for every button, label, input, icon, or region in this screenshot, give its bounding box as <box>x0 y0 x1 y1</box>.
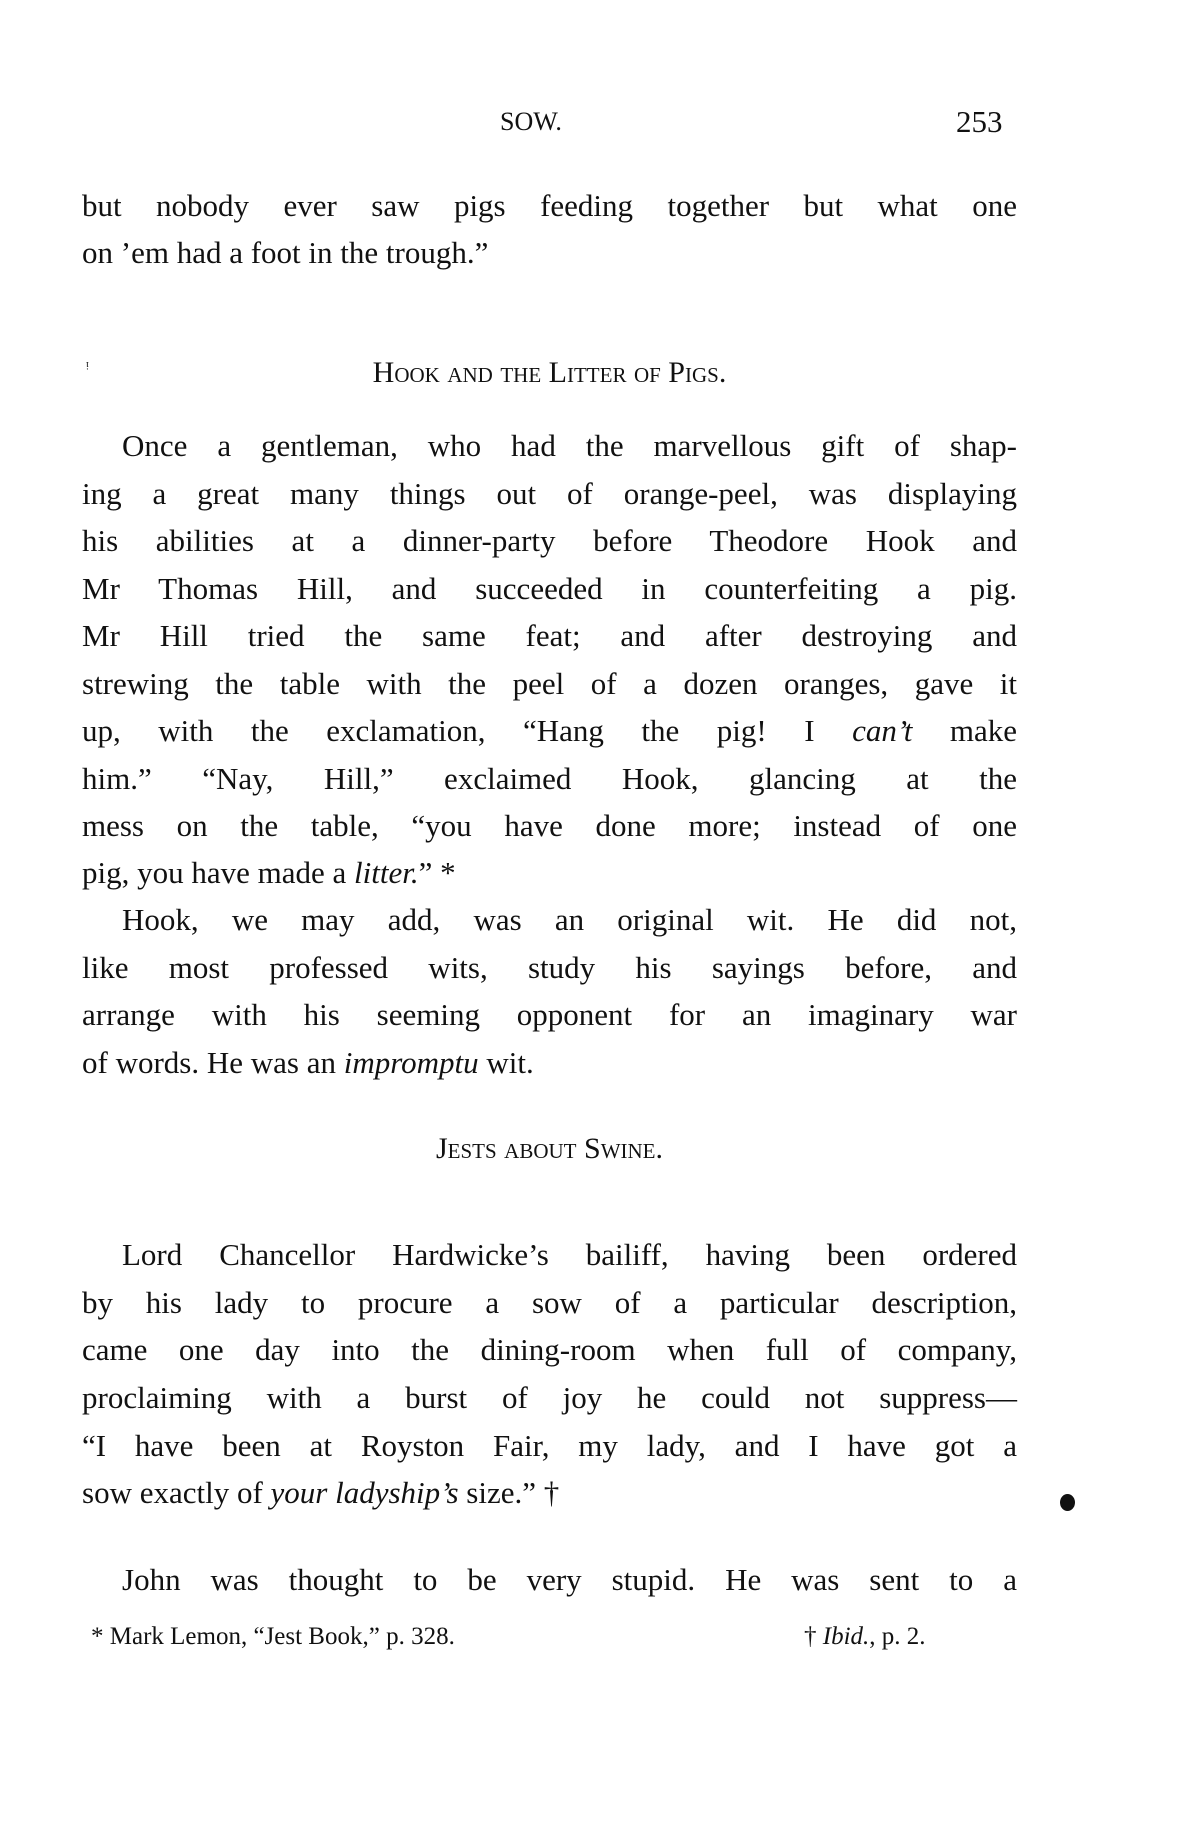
paragraph-line <box>82 808 1017 844</box>
text-run: Once a gentleman, who had the marvellous gift of shap- <box>122 428 1017 463</box>
stray-mark: ᵎ <box>86 356 89 376</box>
text-run: John was thought to be very stupid. He was sent to a <box>122 1562 1017 1597</box>
text-run: sow exactly of <box>82 1475 271 1510</box>
footnote-2 <box>804 1622 926 1652</box>
paragraph-line <box>82 523 1017 559</box>
paragraph-line <box>82 713 1017 749</box>
text-run: by his lady to procure a sow of a particular description, <box>82 1285 1017 1320</box>
running-title: SOW. <box>500 107 562 136</box>
text-run: proclaiming with a burst of joy he could not suppress— <box>82 1380 1017 1415</box>
italic-text: your ladyship’s <box>270 1475 459 1510</box>
ink-blot <box>1060 1494 1075 1511</box>
paragraph-line <box>82 855 1017 891</box>
paragraph-line <box>82 666 1017 702</box>
section-heading: Hook and the Litter of Pigs. <box>372 356 727 389</box>
text-run: size.” † <box>458 1475 560 1510</box>
text-run: mess on the table, “you have done more; instead of one <box>82 808 1017 843</box>
italic-text: litter. <box>354 855 419 890</box>
paragraph-line <box>82 188 1017 224</box>
text-run: Mr Hill tried the same feat; and after destroying and <box>82 618 1017 653</box>
text-run: strewing the table with the peel of a dozen oranges, gave it <box>82 666 1017 701</box>
paragraph-line <box>82 1380 1017 1416</box>
text-run: wit. <box>478 1045 534 1080</box>
paragraph-line <box>122 902 1017 938</box>
paragraph-line <box>82 1045 1017 1081</box>
text-run: * Mark Lemon, “Jest Book,” p. 328. <box>91 1623 455 1650</box>
text-run: Hook, we may add, was an original wit. He did not, <box>122 902 1017 937</box>
paragraph-line <box>82 476 1017 512</box>
paragraph-line <box>82 1332 1017 1368</box>
footnote-1 <box>91 1622 455 1652</box>
paragraph-line <box>82 997 1017 1033</box>
paragraph-line <box>82 235 1017 271</box>
text-run: ” * <box>418 855 456 890</box>
text-run: † <box>804 1623 823 1650</box>
text-run: like most professed wits, study his sayings before, and <box>82 950 1017 985</box>
paragraph-line <box>82 950 1017 986</box>
text-run: pig, you have made a <box>82 855 355 890</box>
section-heading: Jests about Swine. <box>435 1132 663 1165</box>
paragraph-line <box>82 1475 1017 1511</box>
italic-text: impromptu <box>343 1045 479 1080</box>
paragraph-line <box>122 428 1017 464</box>
text-run: Lord Chancellor Hardwicke’s bailiff, having been ordered <box>122 1237 1017 1272</box>
text-run: arrange with his seeming opponent for an imaginary war <box>82 997 1017 1032</box>
paragraph-line <box>122 1237 1017 1273</box>
text-run: him.” “Nay, Hill,” exclaimed Hook, glancing at the <box>82 761 1017 796</box>
italic-text: can’t <box>852 713 913 748</box>
text-run: of words. He was an <box>82 1045 344 1080</box>
text-run: his abilities at a dinner-party before Theodore Hook and <box>82 523 1017 558</box>
paragraph-line <box>82 618 1017 654</box>
paragraph-line <box>122 1562 1017 1598</box>
text-run: up, with the exclamation, “Hang the pig! I <box>82 713 853 748</box>
text-run: make <box>912 713 1017 748</box>
paragraph-line <box>82 761 1017 797</box>
text-run: Mr Thomas Hill, and succeeded in counterfeiting a pig. <box>82 571 1017 606</box>
text-run: “I have been at Royston Fair, my lady, and I have got a <box>82 1428 1017 1463</box>
paragraph-line <box>82 571 1017 607</box>
text-run: came one day into the dining-room when full of company, <box>82 1332 1017 1367</box>
text-run: ing a great many things out of orange-peel, was displaying <box>82 476 1017 511</box>
page-number: 253 <box>956 104 1003 139</box>
text-run: , p. 2. <box>869 1623 926 1650</box>
text-run: but nobody ever saw pigs feeding together but what one <box>82 188 1017 223</box>
text-run: on ’em had a foot in the trough.” <box>82 235 489 270</box>
paragraph-line <box>82 1285 1017 1321</box>
italic-text: Ibid. <box>822 1623 870 1650</box>
paragraph-line <box>82 1428 1017 1464</box>
